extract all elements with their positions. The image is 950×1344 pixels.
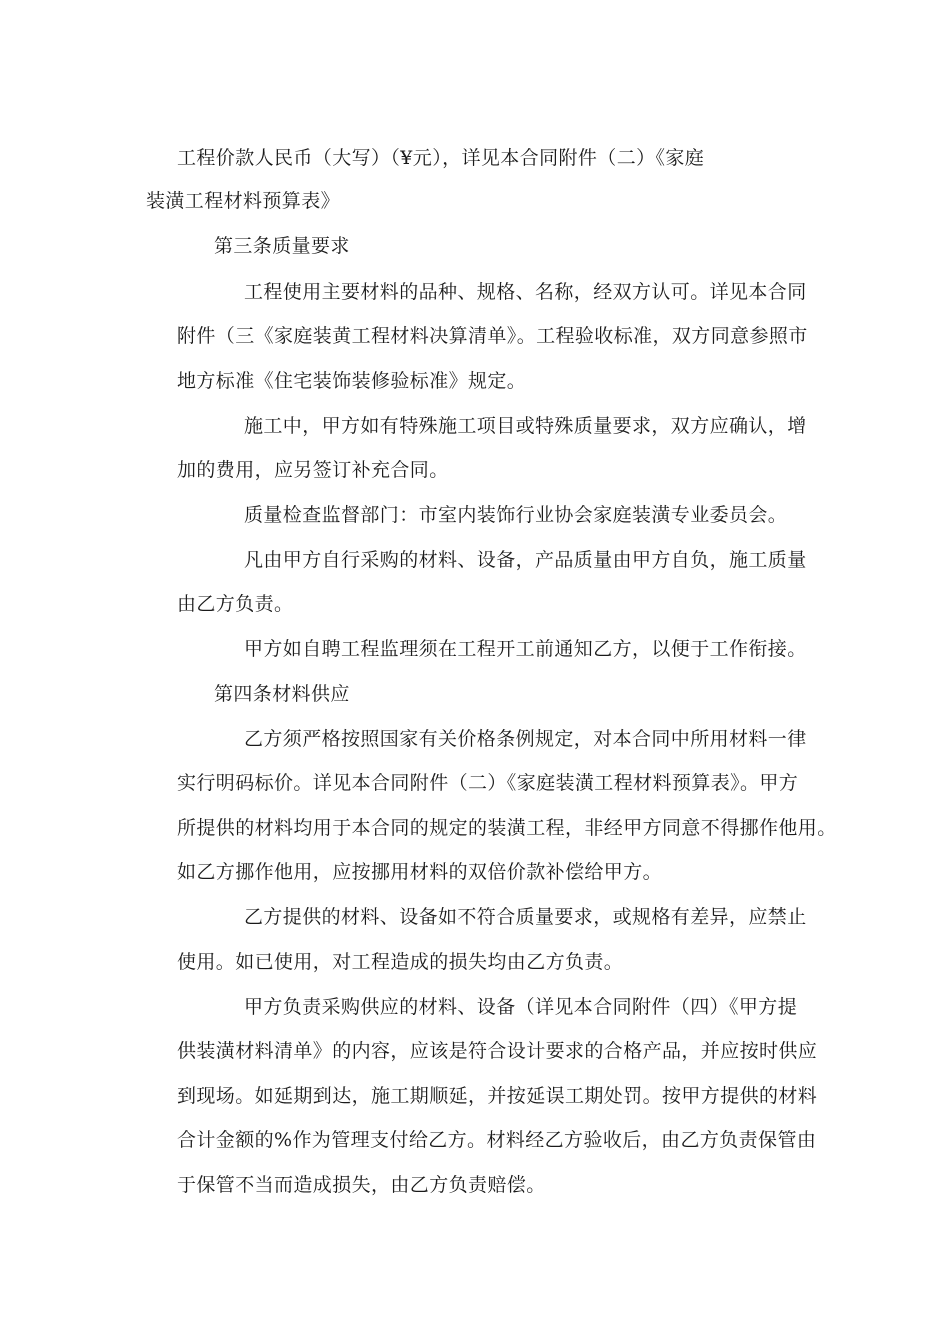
intro-line-1: 工程价款人民币（大写）（¥元），详见本合同附件（二）《家庭 [177,147,705,169]
article-4-paragraph-3-line-1: 甲方负责采购供应的材料、设备（详见本合同附件（四）《甲方提 [244,996,798,1018]
article-4-paragraph-1-line-1: 乙方须严格按照国家有关价格条例规定，对本合同中所用材料一律 [244,728,807,750]
article-4-paragraph-1-line-2: 实行明码标价。详见本合同附件（二）《家庭装潢工程材料预算表》。甲方 [177,772,799,794]
intro-line-2: 装潢工程材料预算表》 [146,190,341,212]
article-4-paragraph-1-line-4: 如乙方挪作他用，应按挪用材料的双倍价款补偿给甲方。 [177,861,663,883]
article-3-paragraph-1-line-2: 附件（三《家庭装黄工程材料决算清单》。工程验收标准，双方同意参照市 [177,325,808,347]
article-3-paragraph-4-line-1: 凡由甲方自行采购的材料、设备，产品质量由甲方自负，施工质量 [244,549,807,571]
article-3-paragraph-5-line-1: 甲方如自聘工程监理须在工程开工前通知乙方，以便于工作衔接。 [244,638,807,660]
article-4-paragraph-3-line-3: 到现场。如延期到达，施工期顺延，并按延误工期处罚。按甲方提供的材料 [177,1085,818,1107]
article-3-paragraph-1-line-3: 地方标准《住宅装饰装修验标准》规定。 [177,370,527,392]
article-4-paragraph-2-line-2: 使用。如已使用，对工程造成的损失均由乙方负责。 [177,951,624,973]
article-4-paragraph-3-line-2: 供装潢材料清单》的内容，应该是符合设计要求的合格产品，并应按时供应 [177,1040,818,1062]
article-4-paragraph-1-line-3: 所提供的材料均用于本合同的规定的装潢工程，非经甲方同意不得挪作他用。 [177,817,837,839]
article-3-paragraph-1-line-1: 工程使用主要材料的品种、规格、名称，经双方认可。详见本合同 [244,281,807,303]
article-3-paragraph-4-line-2: 由乙方负责。 [177,593,294,615]
article-3-paragraph-3-line-1: 质量检查监督部门：市室内装饰行业协会家庭装潢专业委员会。 [244,504,788,526]
article-3-paragraph-2-line-1: 施工中，甲方如有特殊施工项目或特殊质量要求，双方应确认，增 [244,415,807,437]
article-4-heading: 第四条材料供应 [214,683,350,705]
article-3-paragraph-2-line-2: 加的费用，应另签订补充合同。 [177,459,449,481]
article-3-heading: 第三条质量要求 [214,235,350,257]
article-4-paragraph-2-line-1: 乙方提供的材料、设备如不符合质量要求，或规格有差异，应禁止 [244,906,807,928]
article-4-paragraph-3-line-5: 于保管不当而造成损失，由乙方负责赔偿。 [177,1174,546,1196]
article-4-paragraph-3-line-4: 合计金额的%作为管理支付给乙方。材料经乙方验收后，由乙方负责保管由 [177,1129,817,1151]
